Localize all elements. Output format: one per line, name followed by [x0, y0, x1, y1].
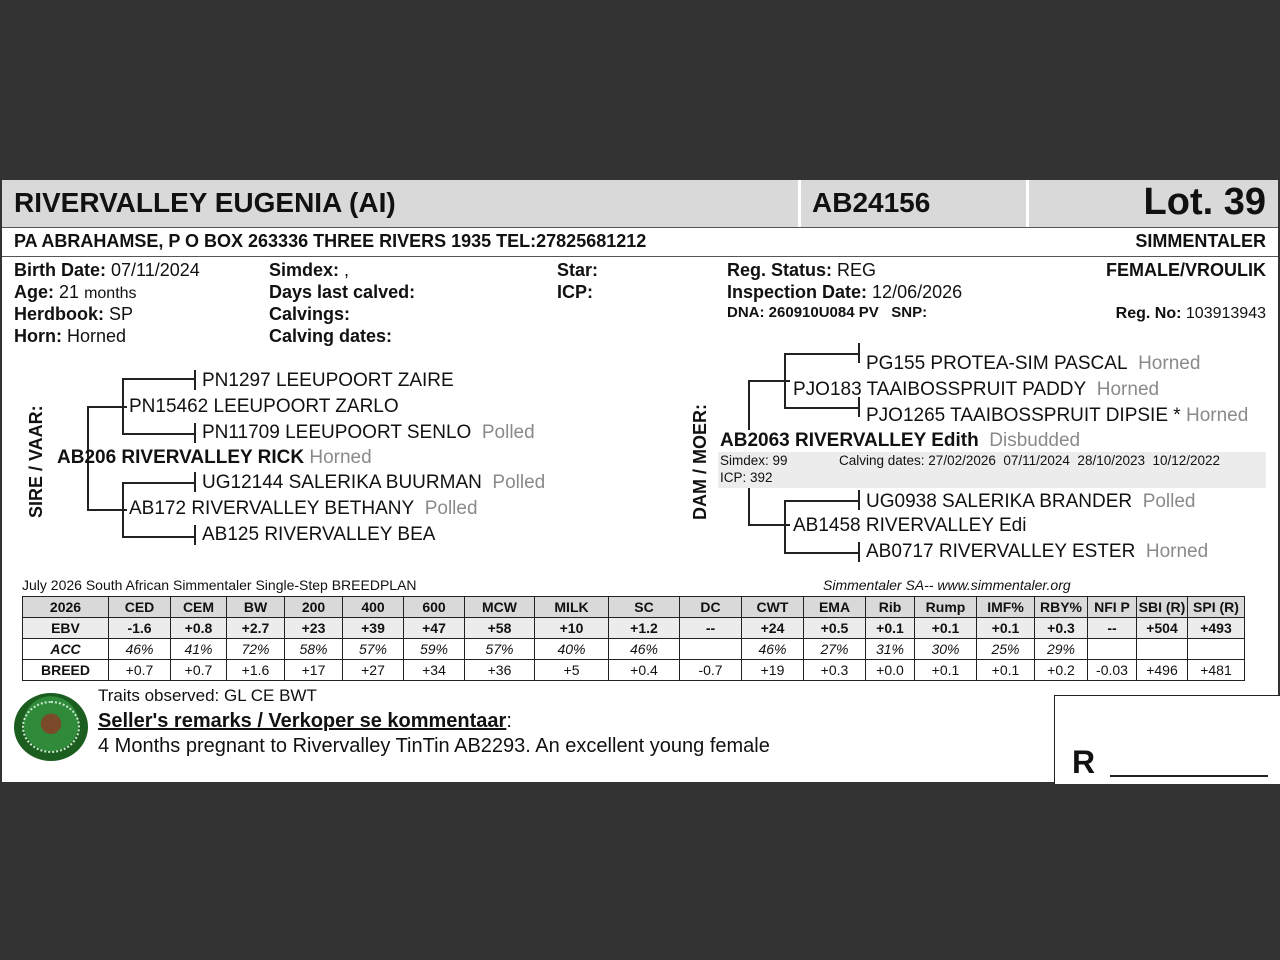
reg-status: REG: [837, 260, 877, 280]
ebv-table: [22, 596, 1245, 681]
acc-row: [23, 639, 1245, 660]
reg-no-label: Reg. No:: [1115, 305, 1182, 322]
ebv-cell: Rump: [915, 597, 977, 618]
ebv-cell: 59%: [404, 639, 465, 660]
tree-line: [194, 525, 196, 545]
animal-name: AB1458 RIVERVALLEY Edi: [793, 515, 1027, 536]
inspection-row: [727, 282, 962, 303]
tree-line: [122, 378, 196, 380]
tree-line: [122, 378, 124, 433]
ebv-cell: +504: [1137, 618, 1188, 639]
remarks-title: Seller's remarks / Verkoper se kommentaar: [98, 710, 507, 732]
tree-line: [122, 536, 196, 538]
animal-name: AB206 RIVERVALLEY RICK: [57, 447, 305, 468]
ebv-cell: +0.8: [171, 618, 227, 639]
ebv-cell: +0.4: [609, 660, 680, 681]
animal-name: AB0717 RIVERVALLEY ESTER: [866, 541, 1136, 562]
ebv-cell: [1188, 639, 1245, 660]
animal-name: PJO1265 TAAIBOSSPRUIT DIPSIE *: [866, 405, 1181, 426]
horn-status: Disbudded: [989, 430, 1081, 451]
ebv-cell: IMF%: [977, 597, 1035, 618]
breed-name: SIMMENTALER: [1135, 231, 1266, 251]
age-row: [14, 282, 137, 303]
breed-avg-row: [23, 660, 1245, 681]
buyer-signature-line[interactable]: [1110, 775, 1268, 777]
ebv-cell: 58%: [285, 639, 343, 660]
horn-status: Polled: [481, 422, 535, 443]
ebv-cell: SPI (R): [1188, 597, 1245, 618]
dam-simdex: Simdex: 99: [720, 453, 788, 468]
ebv-cell: +0.1: [977, 660, 1035, 681]
ebv-cell: +0.7: [171, 660, 227, 681]
tree-line: [194, 423, 196, 443]
horn-label: Horn:: [14, 326, 62, 346]
tree-line: [784, 552, 859, 554]
ebv-cell: 40%: [535, 639, 609, 660]
ebv-cell: 57%: [465, 639, 535, 660]
herdbook-label: Herdbook:: [14, 304, 104, 324]
ebv-cell: MILK: [535, 597, 609, 618]
days-calved-label: Days last calved:: [269, 282, 416, 302]
ebv-cell: -0.7: [680, 660, 742, 681]
ebv-cell: +1.6: [227, 660, 285, 681]
horn-status: Horned: [1145, 541, 1209, 562]
horn-status: Horned: [1096, 379, 1160, 400]
ebv-cell: 27%: [804, 639, 866, 660]
ebv-cell: [1137, 639, 1188, 660]
reg-status-label: Reg. Status:: [727, 260, 833, 280]
tree-line: [858, 490, 860, 510]
horn-status: Horned: [1138, 353, 1201, 374]
ebv-cell: CEM: [171, 597, 227, 618]
calvings-label: Calvings:: [269, 304, 351, 324]
r-label: R: [1072, 744, 1096, 780]
animal-name: UG0938 SALERIKA BRANDER: [866, 491, 1133, 512]
lot-number: Lot. 39: [1143, 181, 1266, 223]
tree-line: [194, 472, 196, 492]
dam-icp: ICP: 392: [720, 470, 773, 485]
tree-line: [122, 433, 196, 435]
ebv-cell: +496: [1137, 660, 1188, 681]
age-unit: months: [84, 285, 137, 302]
ebv-cell: +58: [465, 618, 535, 639]
star-label: Star:: [557, 260, 599, 280]
ebv-cell: 41%: [171, 639, 227, 660]
icp-label: ICP:: [557, 282, 593, 302]
ebv-cell: +1.2: [609, 618, 680, 639]
ebv-cell: +23: [285, 618, 343, 639]
ebv-cell: 46%: [109, 639, 171, 660]
ebv-cell: 29%: [1035, 639, 1088, 660]
animal-name: PN15462 LEEUPOORT ZARLO: [129, 396, 399, 417]
remarks-colon: :: [506, 710, 512, 732]
ebv-cell: -0.03: [1088, 660, 1137, 681]
ebv-cell: +10: [535, 618, 609, 639]
horn-row: [14, 326, 126, 347]
ebv-cell: +0.1: [866, 618, 915, 639]
ebv-cell: +0.5: [804, 618, 866, 639]
breedplan-website: Simmentaler SA-- www.simmentaler.org: [823, 577, 1071, 593]
pedigree-sire-sire: [129, 396, 399, 418]
birth-date-label: Birth Date:: [14, 260, 107, 280]
tree-line: [784, 500, 786, 552]
tree-line: [748, 488, 750, 524]
ebv-cell: SBI (R): [1137, 597, 1188, 618]
ebv-cell: 30%: [915, 639, 977, 660]
herdbook-row: [14, 304, 133, 325]
ebv-cell: 72%: [227, 639, 285, 660]
sex-label: FEMALE/VROULIK: [1106, 260, 1266, 280]
birth-date-row: [14, 260, 200, 281]
horn-status: Horned: [1185, 405, 1249, 426]
tree-line: [858, 343, 860, 363]
row-label-cell: 2026: [23, 597, 109, 618]
ebv-cell: 46%: [609, 639, 680, 660]
header-separator: [798, 180, 801, 227]
ebv-cell: 57%: [343, 639, 404, 660]
ebv-cell: +34: [404, 660, 465, 681]
ebv-cell: +5: [535, 660, 609, 681]
animal-name: RIVERVALLEY EUGENIA (AI): [14, 187, 396, 218]
simdex-label: Simdex:: [269, 260, 340, 280]
ebv-cell: +0.3: [804, 660, 866, 681]
reg-no: 103913943: [1185, 305, 1266, 322]
lot-card: [2, 180, 1278, 782]
reg-no-row: [1116, 305, 1266, 323]
ebv-cell: 46%: [742, 639, 804, 660]
animal-name: AB125 RIVERVALLEY BEA: [202, 524, 436, 545]
ebv-cell: +47: [404, 618, 465, 639]
tree-line: [858, 542, 860, 562]
ebv-cell: NFI P: [1088, 597, 1137, 618]
pedigree-dam-dam: [793, 515, 1026, 537]
tree-line: [87, 509, 127, 511]
ebv-cell: +19: [742, 660, 804, 681]
ebv-cell: EMA: [804, 597, 866, 618]
pedigree-dam-sire-sire: [866, 353, 1200, 375]
ebv-cell: +0.3: [1035, 618, 1088, 639]
animal-name: PJO183 TAAIBOSSPRUIT PADDY: [793, 379, 1087, 400]
ebv-cell: +0.1: [977, 618, 1035, 639]
ebv-cell: SC: [609, 597, 680, 618]
logo-ring: [22, 701, 80, 753]
ebv-cell: +36: [465, 660, 535, 681]
age-value: 21: [59, 282, 80, 302]
traits-observed: Traits observed: GL CE BWT: [98, 686, 317, 705]
tree-line: [122, 482, 124, 536]
herdbook-value: SP: [109, 304, 134, 324]
sire-label: SIRE / VAAR:: [26, 405, 46, 518]
ebv-cell: +0.0: [866, 660, 915, 681]
horn-value: Horned: [67, 326, 127, 346]
breedplan-caption: July 2026 South African Simmentaler Single-Step BREEDPLAN: [22, 577, 417, 593]
animal-name: PN11709 LEEUPOORT SENLO: [202, 422, 472, 443]
animal-id-code: AB24156: [812, 187, 931, 218]
row-label-cell: BREED: [23, 660, 109, 681]
ebv-cell: --: [680, 618, 742, 639]
ebv-cell: RBY%: [1035, 597, 1088, 618]
ebv-cell: -1.6: [109, 618, 171, 639]
ebv-cell: [680, 639, 742, 660]
row-label-cell: ACC: [23, 639, 109, 660]
inspection-label: Inspection Date:: [727, 282, 868, 302]
dam-label: DAM / MOER:: [690, 404, 710, 520]
ebv-header-row: [23, 597, 1245, 618]
animal-name: PG155 PROTEA-SIM PASCAL: [866, 353, 1128, 374]
ebv-cell: +24: [742, 618, 804, 639]
horn-status: Horned: [309, 447, 372, 468]
ebv-cell: +481: [1188, 660, 1245, 681]
ebv-cell: +493: [1188, 618, 1245, 639]
ebv-cell: 600: [404, 597, 465, 618]
calving-dates-label: Calving dates:: [269, 326, 393, 346]
ebv-cell: +2.7: [227, 618, 285, 639]
ebv-cell: [1088, 639, 1137, 660]
tree-line: [87, 406, 127, 408]
ebv-cell: Rib: [866, 597, 915, 618]
birth-date: 07/11/2024: [111, 260, 200, 280]
ebv-cell: 400: [343, 597, 404, 618]
dam-calving-dates: Calving dates: 27/02/2026 07/11/2024 28/10/2023 10/12/2022: [839, 453, 1221, 468]
dna-value: 260910U084 PV: [768, 304, 879, 321]
pedigree-sire-dam-sire: [202, 472, 545, 494]
simdex-row: [269, 260, 349, 281]
ebv-cell: +27: [343, 660, 404, 681]
horn-status: Polled: [1142, 491, 1196, 512]
snp-label: SNP:: [891, 304, 928, 321]
header-separator: [1026, 180, 1029, 227]
pedigree-sire-sire-sire: [202, 370, 454, 392]
horn-status: Polled: [492, 472, 546, 493]
inspection-date: 12/06/2026: [872, 282, 963, 302]
animal-name: UG12144 SALERIKA BUURMAN: [202, 472, 482, 493]
ebv-cell: 25%: [977, 639, 1035, 660]
animal-name: AB2063 RIVERVALLEY Edith: [720, 430, 979, 451]
animal-name: AB172 RIVERVALLEY BETHANY: [129, 498, 415, 519]
age-label: Age:: [14, 282, 54, 302]
ebv-row: [23, 618, 1245, 639]
pedigree-sire-dam: [129, 498, 478, 520]
tree-line: [194, 370, 196, 390]
pedigree-dam: [720, 430, 1080, 452]
row-label-cell: EBV: [23, 618, 109, 639]
ebv-cell: +17: [285, 660, 343, 681]
ebv-cell: --: [1088, 618, 1137, 639]
ebv-cell: +0.7: [109, 660, 171, 681]
ebv-cell: +0.1: [915, 660, 977, 681]
pedigree-dam-sire: [793, 379, 1159, 401]
ebv-cell: +0.1: [915, 618, 977, 639]
simdex-value: ,: [344, 260, 350, 280]
ebv-cell: DC: [680, 597, 742, 618]
tree-line: [784, 353, 786, 407]
tree-line: [784, 353, 859, 355]
ebv-cell: MCW: [465, 597, 535, 618]
tree-line: [748, 380, 750, 430]
tree-line: [784, 407, 859, 409]
remarks-heading: [98, 710, 512, 733]
ebv-cell: BW: [227, 597, 285, 618]
breeder-address: PA ABRAHAMSE, P O BOX 263336 THREE RIVERS 1935 TEL:27825681212: [14, 231, 647, 251]
horn-status: Polled: [424, 498, 478, 519]
reg-status-row: [727, 260, 876, 281]
remarks-text: 4 Months pregnant to Rivervalley TinTin AB2293. An excellent young female: [98, 735, 770, 757]
ebv-cell: 31%: [866, 639, 915, 660]
pedigree-dam-sire-dam: [866, 405, 1248, 427]
dna-label: DNA:: [727, 304, 765, 321]
tree-line: [784, 500, 859, 502]
ebv-cell: +39: [343, 618, 404, 639]
ebv-cell: 200: [285, 597, 343, 618]
pedigree-dam-dam-dam: [866, 541, 1208, 563]
pedigree-sire-sire-dam: [202, 422, 535, 444]
ebv-cell: CWT: [742, 597, 804, 618]
pedigree-dam-dam-sire: [866, 491, 1196, 513]
pedigree-sire: [57, 447, 372, 469]
pedigree-sire-dam-dam: [202, 524, 435, 546]
ebv-cell: CED: [109, 597, 171, 618]
ebv-cell: +0.2: [1035, 660, 1088, 681]
animal-name: PN1297 LEEUPOORT ZAIRE: [202, 370, 454, 391]
tree-line: [122, 482, 196, 484]
dna-row: [727, 304, 927, 321]
simmentaler-sa-logo: [14, 693, 88, 761]
